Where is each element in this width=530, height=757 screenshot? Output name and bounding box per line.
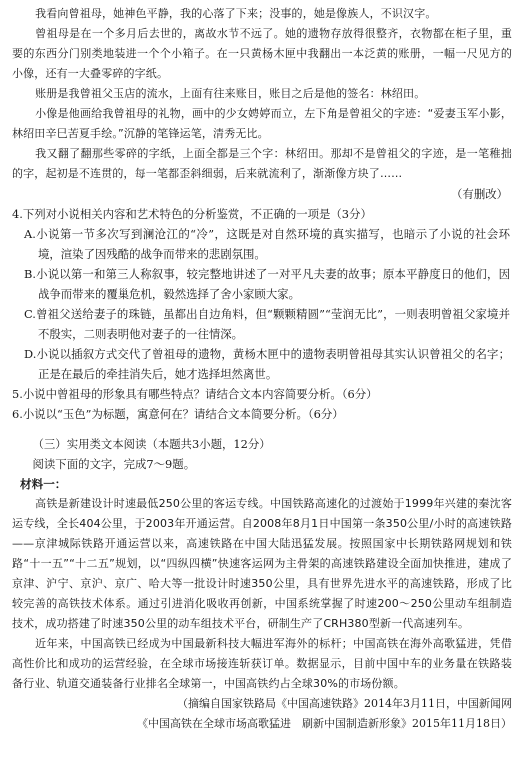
section-heading: （三）实用类文本阅读（本题共3小题，12分） — [32, 437, 271, 451]
story-paragraph: 我看向曾祖母，她神色平静，我的心落了下来；没事的，她是像族人，不识汉字。 — [35, 7, 437, 20]
question-6: 6.小说以“玉色”为标题，寓意何在？请结合文本简要分析。（6分） — [12, 407, 344, 421]
question-5: 5.小说中曾祖母的形象具有哪些特点？请结合文本内容简要分析。（6分） — [12, 387, 378, 401]
option-c: C.曾祖父送给妻子的珠链，虽都出自边角料，但“颗颗精圆”“莹润无比”，一则表明曾祖父家境并不殷实，二则表明他对妻子的一往情深。 — [24, 307, 510, 341]
material-paragraph: 近年来，中国高铁已经成为中国最新科技大幅进军海外的标杆；中国高铁在海外高歌猛进，凭借高性价比和成功的运营经验，在全球市场接连斩获订单。数据显示，目前中国中车的业务量在铁路装备行业、轨道交通装备行业排名全球第一，中国高铁约占全球30%的市场份额。 — [12, 637, 512, 690]
spacer — [12, 424, 512, 434]
material-paragraph: 高铁是新建设计时速最低250公里的客运专线。中国铁路高速化的过渡始于1999年兴建的秦沈客运专线，全长404公里，于2003年开通运营。自2008年8月1日中国第一条350公里/小时的高速铁路——京津城际铁路开通运营以来，高速铁路在中国大陆迅猛发展。按照国家中长期铁路网规划和铁路“十一五”“十二五”规划，以“四纵四横”快速客运网为主骨架的高速铁路建设全面加快推进，建成了京津、沪宁、京沪、京广、哈大等一批设计时速350公里，具有世界先进水平的高速铁路，形成了比较完善的高铁技术体系。通过引进消化吸收再创新，中国系统掌握了时速200～250公里动车组制造技术，成功搭建了时速350公里的动车组技术平台，研制生产了CRH380型新一代高速列车。 — [12, 497, 512, 630]
question-4: 4.下列对小说相关内容和艺术特色的分析鉴赏，不正确的一项是（3分） — [12, 207, 372, 221]
citation-line: 《中国高铁在全球市场高歌猛进 刷新中国制造新形象》2015年11月18日） — [137, 717, 512, 730]
story-paragraph: 账册是我曾祖父玉店的流水，上面有往来账目，账目之后是他的签名：林绍田。 — [35, 87, 426, 100]
option-b: B.小说以第一和第三人称叙事，较完整地讲述了一对平凡夫妻的故事；原本平静度日的他们，因战争而带来的覆巢危机，毅然选择了舍小家顾大家。 — [24, 267, 510, 301]
story-paragraph: 我又翻了翻那些零碎的字纸，上面全都是三个字：林绍田。那却不是曾祖父的字迹，是一笔稚拙的字，起初是不连贯的，每一笔都歪斜细弱，后来就流利了，渐渐像方块了…… — [12, 147, 512, 180]
story-source-note: （有删改） — [451, 187, 508, 201]
material-label: 材料一： — [20, 477, 67, 491]
story-paragraph: 曾祖母是在一个多月后去世的，离故水节不远了。她的遗物存放得很整齐，衣物都在柜子里，重要的东西分门别类地装进一个个小箱子。在一只黄杨木匣中我翻出一本泛黄的账册，一幅一尺见方的小像，还有一大叠零碎的字纸。 — [12, 27, 512, 80]
option-d: D.小说以插叙方式交代了曾祖母的遗物，黄杨木匣中的遗物表明曾祖母其实认识曾祖父的名字；正是在最后的牵挂消失后，她才选择坦然离世。 — [24, 347, 510, 381]
option-a: A.小说第一节多次写到澜沧江的“冷”，这既是对自然环境的真实描写，也暗示了小说的社会环境，渲染了因残酷的战争而带来的悲剧氛围。 — [24, 227, 510, 261]
section-instruction: 阅读下面的文字，完成7～9题。 — [32, 457, 196, 471]
citation-line: （摘编自国家铁路局《中国高速铁路》2014年3月11日，中国新闻网 — [177, 697, 512, 710]
story-paragraph: 小像是他画给我曾祖母的礼物，画中的少女娉婷而立，左下角是曾祖父的字迹：“爱妻玉军小影，林绍田辛巳苦夏手绘。”沉静的笔锋运笔，清秀无比。 — [12, 107, 512, 140]
